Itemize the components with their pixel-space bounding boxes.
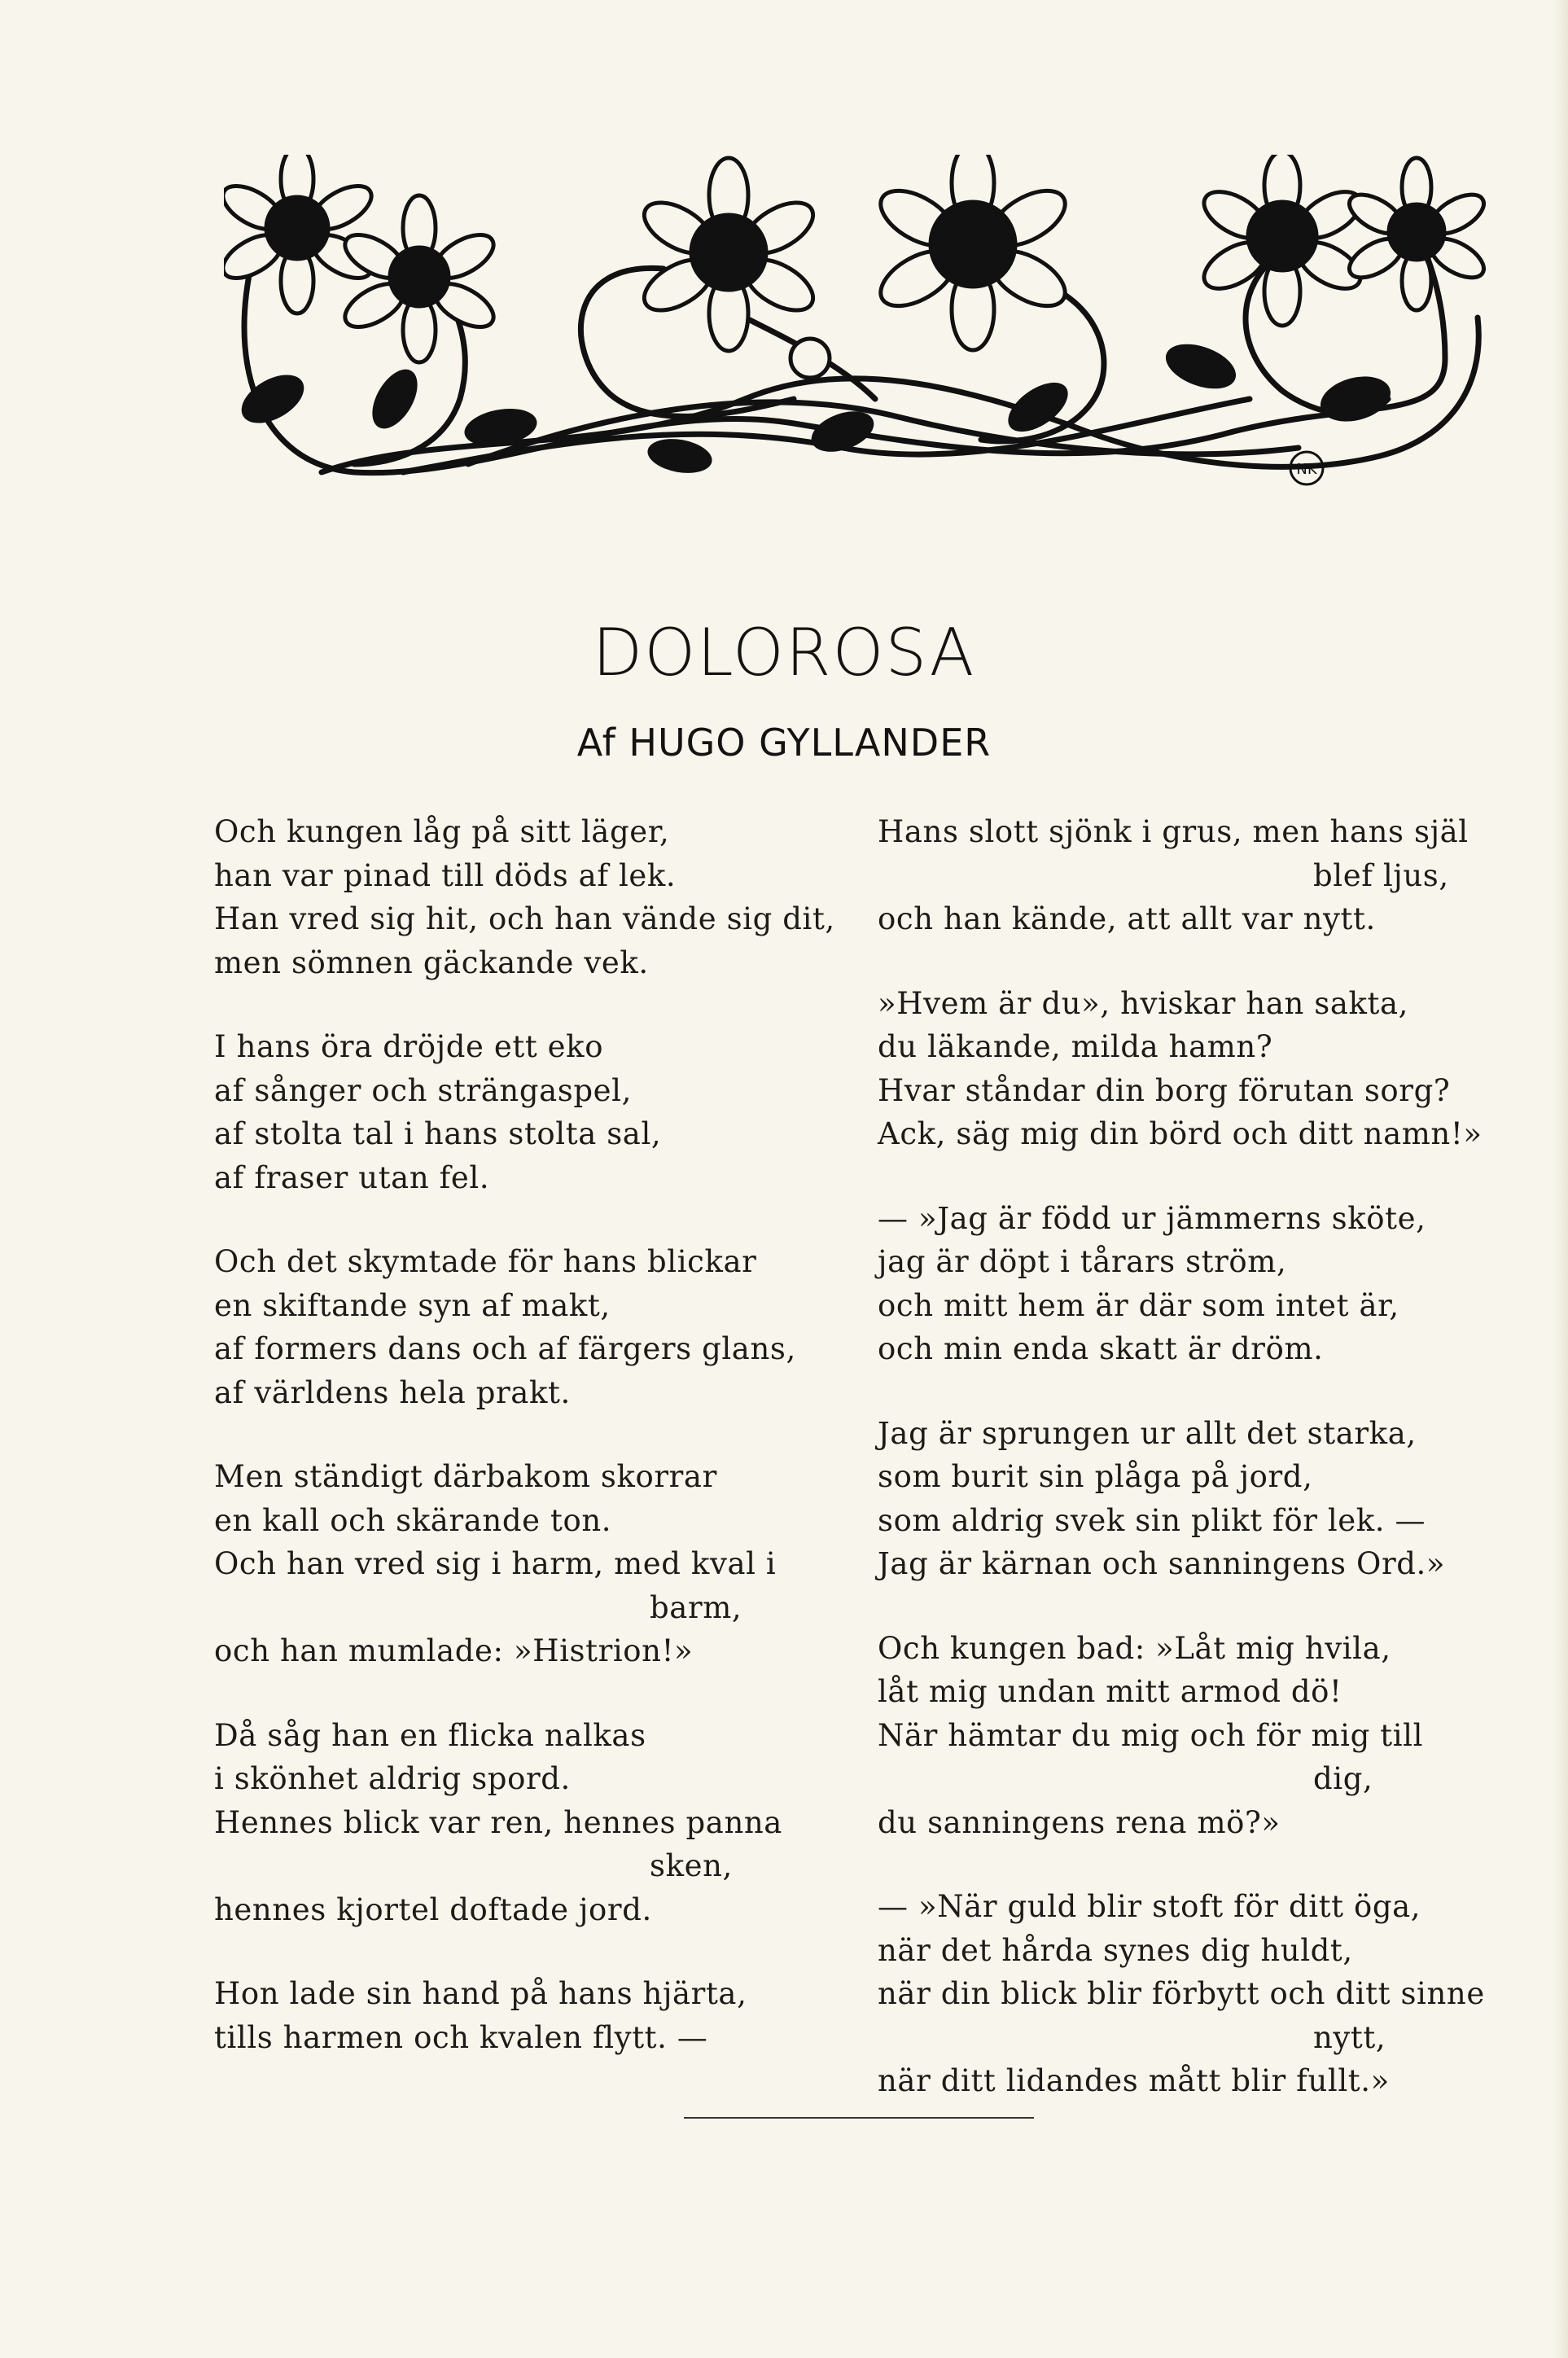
- verse-line: han var pinad till döds af lek.: [214, 857, 677, 893]
- verse-line: Jag är sprungen ur allt det starka,: [878, 1415, 1417, 1451]
- verse-line: af formers dans och af färgers glans,: [214, 1331, 796, 1366]
- verse-line: jag är döpt i tårars ström,: [878, 1244, 1287, 1279]
- stanza: [214, 1714, 841, 1932]
- verse-line: men sömnen gäckande vek.: [214, 945, 649, 980]
- verse-line: när din blick blir förbytt och ditt sinne: [878, 1976, 1485, 2011]
- closing-rule: [684, 2117, 1034, 2119]
- right-column: [878, 810, 1513, 2144]
- verse-line: i skönhet aldrig spord.: [214, 1761, 571, 1796]
- stanza: [214, 1455, 841, 1673]
- verse-line: af sånger och strängaspel,: [214, 1072, 632, 1108]
- verse-line: »Hvem är du», hviskar han sakta,: [878, 985, 1409, 1021]
- page-edge: [1553, 0, 1568, 2358]
- verse-line: låt mig undan mitt armod dö!: [878, 1674, 1342, 1709]
- verse-line: Och kungen låg på sitt läger,: [214, 814, 670, 849]
- verse-line: som aldrig svek sin plikt för lek. —: [878, 1502, 1426, 1538]
- verse-line: Jag är kärnan och sanningens Ord.»: [878, 1546, 1446, 1581]
- verse-line: Men ständigt därbakom skorrar: [214, 1459, 717, 1494]
- left-column: [214, 810, 841, 2100]
- verse-line: och han kände, att allt var nytt.: [878, 901, 1376, 936]
- verse-line: en kall och skärande ton.: [214, 1502, 612, 1538]
- verse-line: af världens hela prakt.: [214, 1374, 571, 1410]
- verse-line: Hennes blick var ren, hennes panna: [214, 1804, 782, 1840]
- verse-line: Hvar ståndar din borg förutan sorg?: [878, 1072, 1451, 1108]
- verse-line: Och han vred sig i harm, med kval i: [214, 1546, 777, 1581]
- verse-line: Och det skymtade för hans blickar: [214, 1244, 757, 1279]
- verse-line: en skiftande syn af makt,: [214, 1287, 611, 1323]
- verse-line: du sanningens rena mö?»: [878, 1804, 1281, 1840]
- verse-line: som burit sin plåga på jord,: [878, 1459, 1313, 1494]
- byline-prefix: Af: [576, 721, 616, 765]
- svg-text:NK: NK: [1296, 461, 1317, 478]
- verse-line: och han mumlade: »Histrion!»: [214, 1633, 694, 1668]
- verse-line-continuation: nytt,: [1313, 2019, 1386, 2055]
- verse-line: tills harmen och kvalen flytt. —: [214, 2019, 708, 2055]
- verse-line: Ack, säg mig din börd och ditt namn!»: [878, 1116, 1483, 1151]
- stanza: [214, 1972, 841, 2059]
- verse-line: När hämtar du mig och för mig till: [878, 1717, 1424, 1753]
- verse-line: Och kungen bad: »Låt mig hvila,: [878, 1630, 1391, 1666]
- stanza: [214, 1025, 841, 1199]
- sunflower-ornament-illustration: [224, 155, 1494, 505]
- verse-line: Då såg han en flicka nalkas: [214, 1717, 646, 1753]
- verse-line: och mitt hem är där som intet är,: [878, 1287, 1399, 1323]
- verse-line: — »Jag är född ur jämmerns sköte,: [878, 1200, 1426, 1236]
- verse-line: af stolta tal i hans stolta sal,: [214, 1116, 662, 1151]
- verse-line: Han vred sig hit, och han vände sig dit,: [214, 901, 835, 936]
- verse-line: du läkande, milda hamn?: [878, 1029, 1273, 1064]
- stanza: [878, 1627, 1513, 1845]
- verse-line: och min enda skatt är dröm.: [878, 1331, 1324, 1366]
- byline: [0, 721, 1568, 765]
- stanza: [214, 1240, 841, 1414]
- verse-line-continuation: blef ljus,: [1313, 857, 1449, 893]
- poem-title: DOLOROSA: [592, 615, 976, 690]
- verse-line-continuation: barm,: [650, 1589, 742, 1625]
- verse-line: af fraser utan fel.: [214, 1159, 490, 1195]
- stanza: [878, 810, 1513, 941]
- stanza: [878, 1885, 1513, 2103]
- verse-line: Hans slott sjönk i grus, men hans själ: [878, 814, 1469, 849]
- verse-line: hennes kjortel doftade jord.: [214, 1891, 652, 1927]
- verse-line-continuation: sken,: [650, 1848, 733, 1883]
- stanza: [878, 1412, 1513, 1586]
- verse-line: när det hårda synes dig huldt,: [878, 1932, 1353, 1968]
- stanza: [214, 810, 841, 984]
- stanza: [878, 1197, 1513, 1371]
- verse-line: när ditt lidandes mått blir fullt.»: [878, 2063, 1390, 2098]
- verse-line: — »När guld blir stoft för ditt öga,: [878, 1889, 1421, 1924]
- stanza: [878, 982, 1513, 1156]
- verse-line: Hon lade sin hand på hans hjärta,: [214, 1976, 747, 2011]
- byline-author: HUGO GYLLANDER: [629, 721, 992, 765]
- verse-line-continuation: dig,: [1313, 1761, 1373, 1796]
- verse-line: I hans öra dröjde ett eko: [214, 1029, 604, 1064]
